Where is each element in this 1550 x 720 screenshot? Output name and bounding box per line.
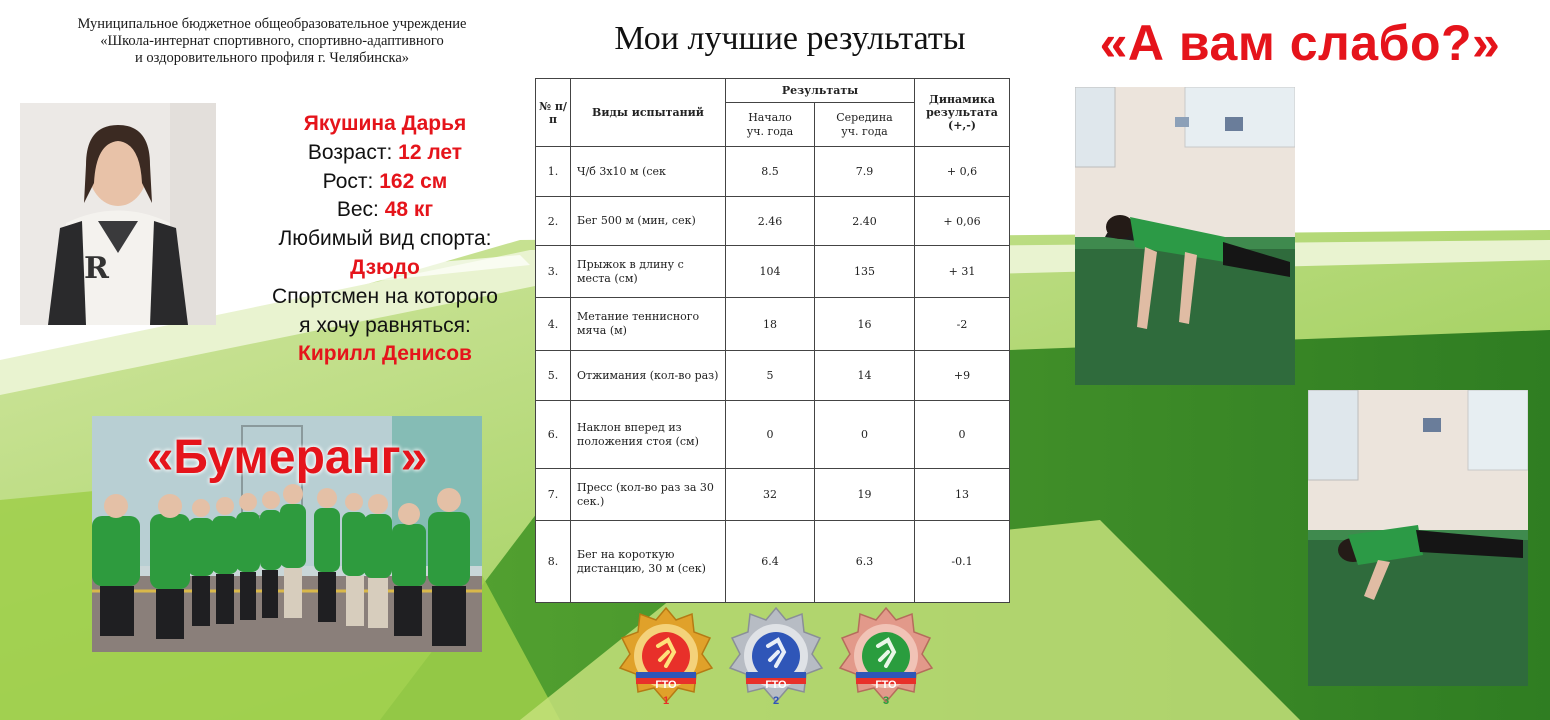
- role-model-label-1: Спортсмен на которого: [272, 284, 498, 308]
- age-row: [240, 139, 530, 168]
- profile-info: [240, 110, 530, 369]
- badge-silver-number: 2: [772, 695, 780, 707]
- row-start: 2.46: [726, 197, 815, 246]
- portrait-photo: [20, 103, 216, 325]
- row-mid: 135: [815, 246, 915, 298]
- row-num: 2.: [536, 197, 571, 246]
- row-num: 7.: [536, 469, 571, 521]
- row-test: Бег 500 м (мин, сек): [571, 197, 726, 246]
- row-num: 6.: [536, 401, 571, 469]
- row-dynamics: -0.1: [915, 521, 1010, 603]
- row-test: Отжимания (кол-во раз): [571, 351, 726, 401]
- pushup-photo-2: [1308, 390, 1528, 686]
- row-test: Ч/б 3х10 м (сек: [571, 147, 726, 197]
- team-name-title: «Бумеранг»: [146, 431, 428, 484]
- header-test: Виды испытаний: [571, 79, 726, 147]
- header-start: [726, 103, 815, 147]
- gto-badge-silver: [728, 606, 824, 710]
- row-start: 5: [726, 351, 815, 401]
- row-num: 4.: [536, 298, 571, 351]
- favorite-sport-label: Любимый вид спорта:: [278, 227, 492, 251]
- svg-text:R: R: [84, 251, 109, 286]
- header-mid-line-2: уч. года: [841, 124, 888, 138]
- row-start: 104: [726, 246, 815, 298]
- row-test: Наклон вперед из положения стоя (см): [571, 401, 726, 469]
- height-row: [240, 168, 530, 197]
- row-test: Метание теннисного мяча (м): [571, 298, 726, 351]
- row-start: 18: [726, 298, 815, 351]
- row-test: Прыжок в длину с места (см): [571, 246, 726, 298]
- row-start: 32: [726, 469, 815, 521]
- weight-row: [240, 196, 530, 225]
- student-name: Якушина Дарья: [303, 112, 467, 135]
- table-row: [536, 147, 1010, 197]
- slogan-title: «А вам слабо?»: [1099, 15, 1501, 71]
- row-dynamics: + 31: [915, 246, 1010, 298]
- row-num: 8.: [536, 521, 571, 603]
- results-table: [535, 78, 1010, 603]
- age-value: 12 лет: [398, 140, 463, 164]
- institution-name: [22, 16, 522, 67]
- institution-line-1: Муниципальное бюджетное общеобразовательное учреждение: [77, 16, 467, 32]
- row-mid: 6.3: [815, 521, 915, 603]
- row-start: 8.5: [726, 147, 815, 197]
- table-row: [536, 521, 1010, 603]
- row-dynamics: + 0,06: [915, 197, 1010, 246]
- header-num: № п/п: [536, 79, 571, 147]
- row-mid: 16: [815, 298, 915, 351]
- row-num: 3.: [536, 246, 571, 298]
- header-dynamics: [915, 79, 1010, 147]
- row-dynamics: + 0,6: [915, 147, 1010, 197]
- badge-silver-text: ГТО: [765, 679, 787, 691]
- header-start-line-2: уч. года: [746, 124, 794, 138]
- age-label: Возраст:: [307, 140, 399, 164]
- row-num: 5.: [536, 351, 571, 401]
- pushup-photo-1: [1075, 87, 1295, 385]
- table-row: [536, 469, 1010, 521]
- institution-line-3: и оздоровительного профиля г. Челябинска»: [134, 50, 410, 66]
- row-test: Пресс (кол-во раз за 30 сек.): [571, 469, 726, 521]
- height-label: Рост:: [322, 169, 380, 193]
- table-row: [536, 298, 1010, 351]
- row-mid: 14: [815, 351, 915, 401]
- row-start: 0: [726, 401, 815, 469]
- role-model-label-2: я хочу равняться:: [299, 313, 471, 337]
- row-mid: 2.40: [815, 197, 915, 246]
- gto-badge-gold: [618, 606, 714, 710]
- header-dynamics-line-2: результата: [926, 106, 998, 119]
- table-row: [536, 197, 1010, 246]
- weight-value: 48 кг: [384, 198, 434, 222]
- weight-label: Вес:: [336, 198, 385, 222]
- row-dynamics: 0: [915, 401, 1010, 469]
- badge-bronze-number: 3: [882, 695, 890, 707]
- table-header-row: [536, 79, 1010, 103]
- badge-bronze-text: ГТО: [875, 679, 897, 691]
- institution-line-2: «Школа-интернат спортивного, спортивно-адаптивного: [100, 33, 444, 49]
- header-mid: [815, 103, 915, 147]
- row-mid: 7.9: [815, 147, 915, 197]
- gto-badge-bronze: [838, 606, 934, 710]
- row-mid: 19: [815, 469, 915, 521]
- table-row: [536, 246, 1010, 298]
- table-row: [536, 351, 1010, 401]
- header-dynamics-line-3: (+,-): [947, 119, 977, 132]
- header-start-line-1: Начало: [748, 110, 792, 124]
- header-mid-line-1: Середина: [836, 110, 893, 124]
- row-num: 1.: [536, 147, 571, 197]
- header-results: Результаты: [726, 79, 915, 103]
- row-test: Бег на короткую дистанцию, 30 м (сек): [571, 521, 726, 603]
- row-dynamics: 13: [915, 469, 1010, 521]
- row-dynamics: -2: [915, 298, 1010, 351]
- row-dynamics: +9: [915, 351, 1010, 401]
- badge-gold-number: 1: [662, 695, 670, 707]
- badge-gold-text: ГТО: [655, 679, 677, 691]
- height-value: 162 см: [379, 169, 448, 193]
- header-dynamics-line-1: Динамика: [929, 93, 995, 106]
- role-model-value: Кирилл Денисов: [298, 342, 472, 366]
- row-start: 6.4: [726, 521, 815, 603]
- row-mid: 0: [815, 401, 915, 469]
- results-title: Мои лучшие результаты: [614, 20, 966, 57]
- favorite-sport-value: Дзюдо: [350, 255, 420, 279]
- table-row: [536, 401, 1010, 469]
